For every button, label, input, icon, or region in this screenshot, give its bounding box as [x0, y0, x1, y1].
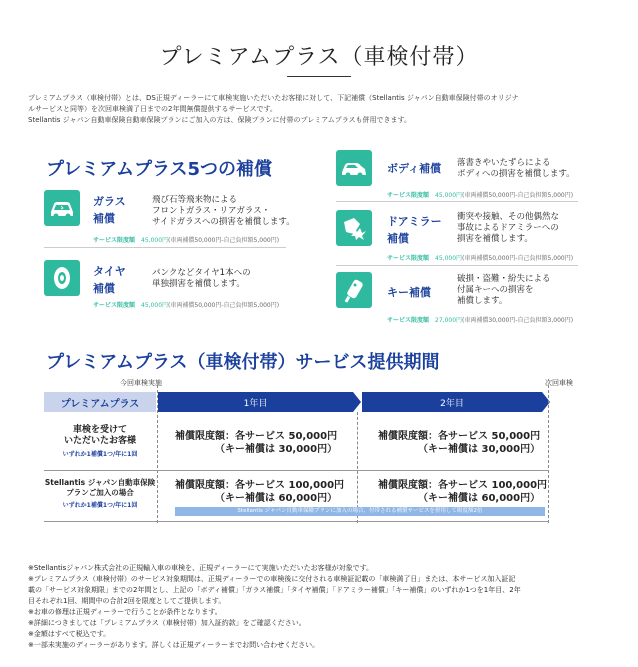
- title-divider: [287, 76, 351, 77]
- end-marker: [548, 385, 549, 523]
- intro-text: [28, 93, 613, 126]
- row-insurance-year2: 補償限度額：各サービス 100,000円 （キー補償は 60,000円）: [378, 480, 548, 504]
- benefit-key: [336, 272, 372, 308]
- door-mirror-icon: [336, 210, 372, 246]
- tire-icon: [44, 260, 80, 296]
- benefit-mirror-desc: 衝突や接触、その他偶然な 事故によるドアミラーへの 損害を補償します。: [457, 212, 560, 244]
- benefit-mirror: [336, 210, 372, 246]
- benefit-glass-desc: 飛び石等飛来物による フロントガラス・リアガラス・ サイドガラスへの損害を補償します。: [152, 195, 295, 227]
- row-standard-year2: 補償限度額：各サービス 50,000円 （キー補償は 30,000円）: [378, 431, 541, 455]
- row-standard-label: 車検を受けて いただいたお客様 いずれか1補償1つ/年に1回: [62, 425, 138, 458]
- year2-header: 2年目: [362, 392, 542, 412]
- period-heading: プレミアムプラス（車検付帯）サービス提供期間: [46, 352, 440, 373]
- footnotes: ※Stellantisジャパン株式会社の正規輸入車の車検を、正規ディーラーにて実施いただいたお客様が対象です。 ※プレミアムプラス（車検付帯）のサービス対象期間は、正規ディーラーでの車検後に交付される車検証記載の「車検満了日」または、本サービス加入証記 載の「サービス対象期限」までの2年間とし、上記の「ボディ補償」「ガラス補償」「タイヤ補償」「ドアミラー補償」「キー補償」のいずれか1つを1年目、2年 目それぞれ1回、期間中の合計2回を限度としてご提供します。 ※お車の修理は正規ディーラーで行うことが条件となります。 ※詳細につきましては「プレミアムプラス（車検付帯）加入証約款」をご確認ください。 ※金額はすべて税込です。 ※一部未実施のディーラーがあります。詳しくは正規ディーラーまでお問い合わせください。: [28, 564, 521, 649]
- benefit-mirror-limit: サービス限度額 45,000円(車両補償50,000円-自己負担額5,000円): [387, 255, 574, 262]
- benefit-glass-limit: サービス限度額 45,000円(車両補償50,000円-自己負担額5,000円): [93, 237, 280, 244]
- benefit-tire-desc: パンクなどタイヤ1本への 単独損害を補償します。: [152, 268, 251, 289]
- benefit-body-desc: 落書きやいたずらによる ボディへの損害を補償します。: [457, 158, 575, 179]
- year1-arrow: [353, 392, 361, 412]
- benefits-heading: プレミアムプラス5つの補償: [46, 159, 273, 180]
- benefit-glass: [44, 190, 80, 226]
- year1-header: 1年目: [158, 392, 353, 412]
- row-insurance-year1: 補償限度額：各サービス 100,000円 （キー補償は 60,000円）: [175, 480, 345, 504]
- period-end-label: 次回車検: [545, 379, 573, 387]
- row-divider: [44, 470, 549, 471]
- divider: [336, 201, 578, 202]
- benefit-body-title: ボディ補償: [387, 162, 442, 175]
- start-marker: [157, 385, 158, 523]
- car-body-icon: [336, 150, 372, 186]
- row-insurance-label: Stellantis ジャパン自動車保険 プランご加入の場合 いずれか1補償1つ/年に1回: [44, 478, 156, 509]
- divider: [44, 247, 286, 248]
- benefit-key-desc: 破損・盗難・紛失による 付属キーへの損害を 補償します。: [457, 274, 551, 306]
- benefit-body-limit: サービス限度額 45,000円(車両補償50,000円-自己負担額5,000円): [387, 192, 574, 199]
- benefit-tire-title: タイヤ 補償: [93, 265, 126, 295]
- benefit-glass-title: ガラス 補償: [93, 195, 126, 225]
- insurance-bar-note: Stellantis ジャパン自動車保険プランに加入の場合、付帯される補償サービスを併用して限度額2倍: [175, 507, 545, 516]
- intro-line: プレミアムプラス（車検付帯）とは、DS正規ディーラーにて車検実施いただいたお客様に対して、下記補償（Stellantis ジャパン自動車保険付帯のオリジナ: [28, 94, 519, 102]
- intro-line: Stellantis ジャパン自動車保険自動車保険プランにご加入の方は、保険プランに付帯のプレミアムプラスも併用できます。: [28, 116, 411, 124]
- car-key-icon: [336, 272, 372, 308]
- row-divider: [44, 521, 549, 522]
- benefit-tire: [44, 260, 80, 296]
- benefit-mirror-title: ドアミラー 補償: [387, 215, 442, 245]
- benefit-tire-limit: サービス限度額 45,000円(車両補償50,000円-自己負担額5,000円): [93, 302, 280, 309]
- period-start-label: 今回車検実施: [120, 379, 162, 387]
- row-standard-year1: 補償限度額：各サービス 50,000円 （キー補償は 30,000円）: [175, 431, 338, 455]
- benefit-key-title: キー補償: [387, 286, 431, 299]
- page-title: プレミアムプラス（車検付帯）: [159, 45, 479, 70]
- divider: [336, 265, 578, 266]
- period-row-header: プレミアムプラス: [44, 392, 156, 412]
- intro-line: ルサービスと同等）を次回車検満了日までの2年間無償提供するサービスです。: [28, 105, 277, 113]
- car-glass-icon: [44, 190, 80, 226]
- benefit-key-limit: サービス限度額 27,000円(車両補償30,000円-自己負担額3,000円): [387, 317, 574, 324]
- benefit-body: [336, 150, 372, 186]
